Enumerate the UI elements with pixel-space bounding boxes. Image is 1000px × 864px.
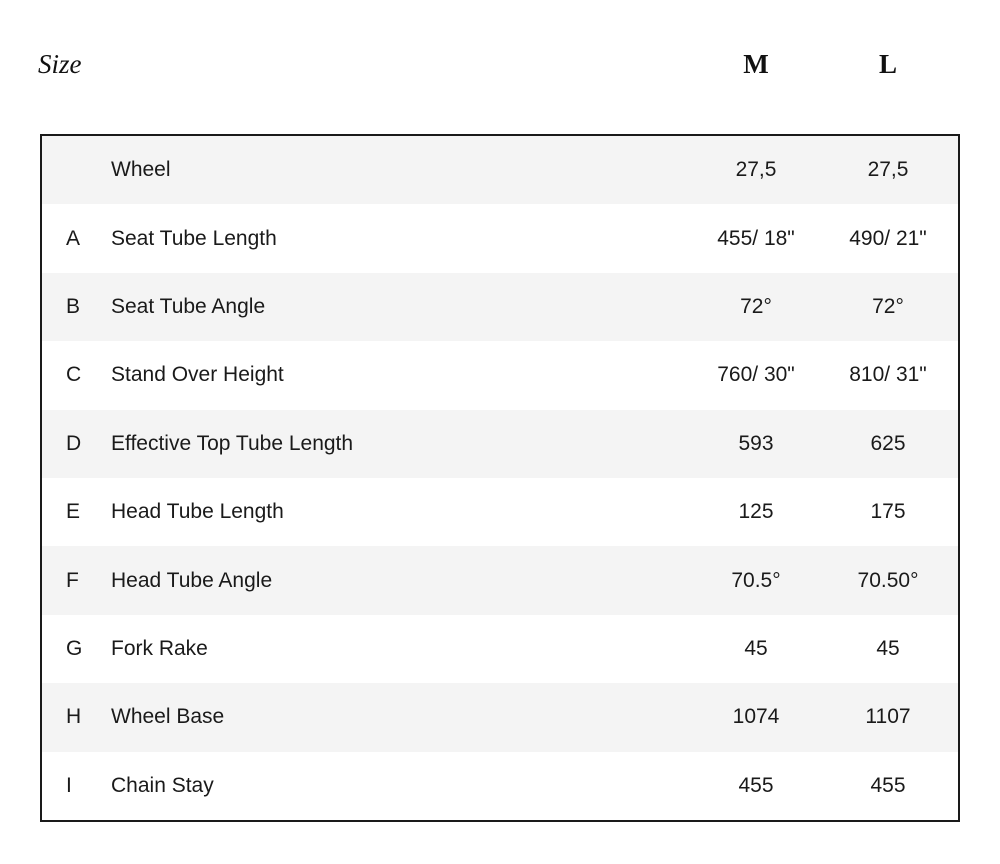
row-measurement-name: Seat Tube Length [111,226,277,250]
row-value-l: 45 [876,636,900,660]
row-measurement-name: Seat Tube Angle [111,294,266,318]
geometry-table [40,134,960,822]
size-label: Size [38,49,82,79]
row-value-l: 810/ 31" [849,363,927,387]
size-column-m: M [743,49,769,79]
table-row [42,273,958,341]
table-row [42,341,958,409]
row-letter: G [66,636,83,660]
row-value-l: 70.50° [857,568,919,592]
row-letter: C [66,363,82,387]
row-letter: A [66,226,81,250]
table-row [42,752,958,820]
row-value-l: 625 [870,431,906,455]
row-measurement-name: Chain Stay [111,773,214,797]
row-letter: B [66,294,81,318]
size-column-l: L [878,49,897,79]
row-value-m: 455 [738,773,774,797]
row-value-l: 175 [870,500,906,524]
row-letter: I [66,773,72,797]
row-value-m: 27,5 [735,158,777,182]
table-row [42,615,958,683]
row-letter: E [66,500,81,524]
row-letter: F [66,568,79,592]
row-value-l: 1107 [865,705,911,729]
row-value-m: 760/ 30" [717,363,795,387]
row-value-m: 1074 [732,705,780,729]
row-value-l: 490/ 21" [849,226,927,250]
size-header [0,44,1000,84]
row-measurement-name: Head Tube Length [111,500,284,524]
row-value-m: 72° [740,294,772,318]
row-measurement-name: Effective Top Tube Length [111,431,354,455]
row-letter: D [66,431,82,455]
row-value-l: 72° [872,294,904,318]
table-row [42,136,958,204]
table-row [42,410,958,478]
row-letter: H [66,705,82,729]
row-measurement-name: Stand Over Height [111,363,284,387]
table-row [42,478,958,546]
row-measurement-name: Wheel Base [111,705,225,729]
row-value-l: 455 [870,773,906,797]
row-value-m: 455/ 18" [717,226,795,250]
row-measurement-name: Fork Rake [111,636,208,660]
row-measurement-name: Wheel [111,158,171,182]
row-value-m: 593 [738,431,774,455]
row-value-m: 70.5° [731,568,781,592]
row-value-m: 45 [744,636,768,660]
table-row [42,683,958,751]
table-row [42,546,958,614]
row-measurement-name: Head Tube Angle [111,568,273,592]
row-letter [66,136,106,204]
row-value-m: 125 [738,500,774,524]
table-row [42,204,958,272]
row-value-l: 27,5 [867,158,909,182]
